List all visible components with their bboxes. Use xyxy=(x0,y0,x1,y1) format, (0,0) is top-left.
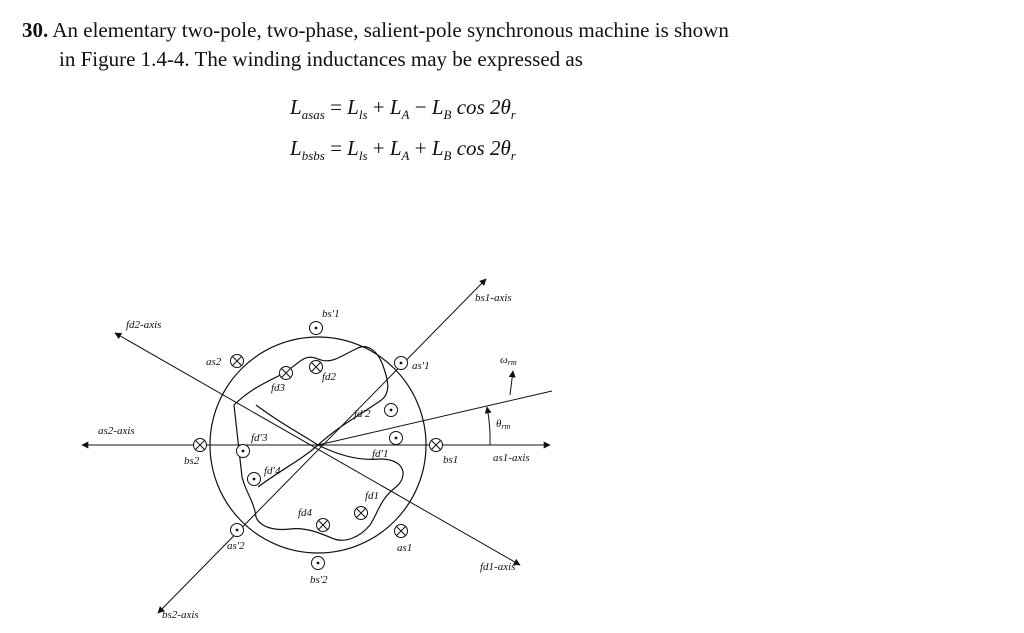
svg-text:as2: as2 xyxy=(206,356,222,368)
label-fd1-axis: fd1-axis xyxy=(480,561,516,573)
label-fd2-axis: fd2-axis xyxy=(126,319,162,331)
conductor-as2 xyxy=(231,355,244,368)
svg-text:fd′4: fd′4 xyxy=(264,465,281,477)
label-as2-axis: as2-axis xyxy=(98,425,135,437)
problem-line-2: in Figure 1.4-4. The winding inductances may be expressed as xyxy=(59,47,583,71)
conductor-as-prime-2 xyxy=(231,524,244,537)
label-bs1-axis: bs1-axis xyxy=(475,292,512,304)
svg-text:fd1: fd1 xyxy=(365,490,380,502)
conductor-fd3 xyxy=(280,367,293,380)
svg-text:bs1: bs1 xyxy=(443,454,459,466)
svg-text:as1: as1 xyxy=(397,542,413,554)
conductor-bs-prime-2 xyxy=(312,557,325,570)
problem-line-1: An elementary two-pole, two-phase, salient-pole synchronous machine is shown xyxy=(52,18,729,42)
equation-lbsbs: $L_{bsbs} = L_{ls} + L_A + L_B$ $\cos 2\theta_r$ xyxy=(290,136,516,164)
svg-text:fd′2: fd′2 xyxy=(354,408,371,420)
omega-arrow xyxy=(510,371,513,395)
label-bs2-axis: bs2-axis xyxy=(162,609,199,621)
svg-text:bs2: bs2 xyxy=(184,455,200,467)
svg-text:bs′1: bs′1 xyxy=(322,308,340,320)
conductor-fd-prime-3 xyxy=(237,445,250,458)
conductor-fd-prime-4 xyxy=(248,473,261,486)
conductor-fd4 xyxy=(317,519,330,532)
svg-text:as′2: as′2 xyxy=(227,540,245,552)
label-omega-rm: ωrm xyxy=(500,354,517,367)
problem-statement xyxy=(22,16,822,74)
problem-number: 30. xyxy=(22,18,49,42)
conductor-bs-prime-1 xyxy=(310,322,323,335)
conductor-fd1 xyxy=(355,507,368,520)
conductor-bs1 xyxy=(430,439,443,452)
svg-text:fd2: fd2 xyxy=(322,371,337,383)
svg-text:fd′3: fd′3 xyxy=(251,432,268,444)
synchronous-machine-figure xyxy=(60,255,580,630)
svg-text:as′1: as′1 xyxy=(412,360,430,372)
label-as1-axis: as1-axis xyxy=(493,452,530,464)
label-theta-rm: θrm xyxy=(496,418,511,431)
conductor-fd-prime-2 xyxy=(385,404,398,417)
conductor-as1 xyxy=(395,525,408,538)
conductor-as-prime-1 xyxy=(395,357,408,370)
conductor-bs2 xyxy=(194,439,207,452)
equation-lasas: $L_{asas} = L_{ls} + L_A - L_B$ $\cos 2\theta_r$ xyxy=(290,95,516,123)
conductor-fd-prime-1 xyxy=(390,432,403,445)
svg-text:fd3: fd3 xyxy=(271,382,286,394)
conductor-fd2 xyxy=(310,361,323,374)
theta-arc xyxy=(487,407,490,445)
svg-text:fd4: fd4 xyxy=(298,507,313,519)
svg-text:fd′1: fd′1 xyxy=(372,448,389,460)
svg-text:bs′2: bs′2 xyxy=(310,574,328,586)
